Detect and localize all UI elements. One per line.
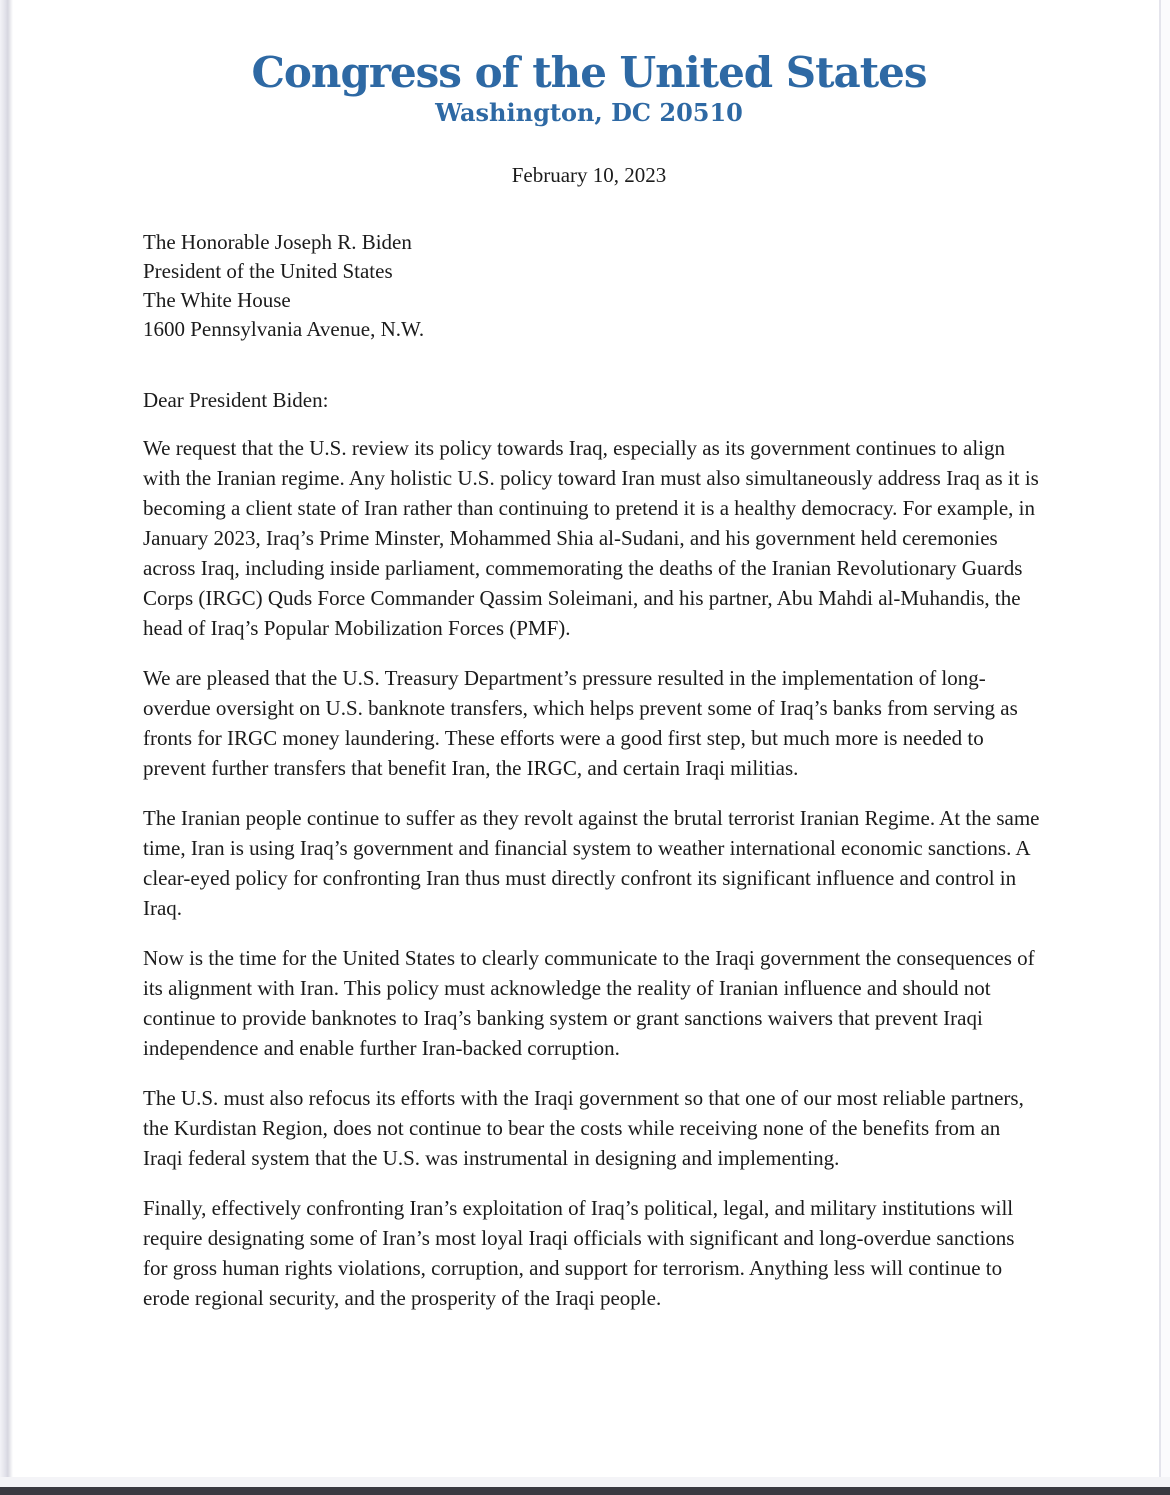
scan-bottom-edge-light — [0, 1477, 1170, 1487]
letterhead — [143, 50, 1035, 127]
paragraph-5: The U.S. must also refocus its efforts with the Iraqi government so that one of our most reliable partners, the Kurdistan Region, does not continue to bear the costs while receiving none of the benefits from an Iraqi federal system that the U.S. was instrumental in designing and implementing. — [143, 1085, 1024, 1170]
recipient-org-line: The White House — [143, 287, 291, 312]
recipient-title-line: President of the United States — [143, 258, 393, 283]
paragraph-6: Finally, effectively confronting Iran’s exploitation of Iraq’s political, legal, and military institutions will require designating some of Iran’s most loyal Iraqi officials with significant and long-overdue sanctions for gross human rights violations, corruption, and support for terrorism. Anything less will continue to erode regional security, and the prosperity of the Iraqi people. — [143, 1195, 1015, 1310]
paragraph-1: We request that the U.S. review its policy towards Iraq, especially as its government continues to align with the Iranian regime. Any holistic U.S. policy toward Iran must also simultaneously address Iraq as it is becoming a client state of Iran rather than continuing to pretend it is a healthy democracy. For example, in January 2023, Iraq’s Prime Minster, Mohammed Shia al-Sudani, and his government held ceremonies across Iraq, including inside parliament, commemorating the deaths of the Iranian Revolutionary Guards Corps (IRGC) Quds Force Commander Qassim Soleimani, and his partner, Abu Mahdi al-Muhandis, the head of Iraq’s Popular Mobilization Forces (PMF). — [143, 435, 1039, 640]
salutation: Dear President Biden: — [143, 387, 329, 412]
paragraph-2: We are pleased that the U.S. Treasury Department’s pressure resulted in the implementation of long-overdue oversight on U.S. banknote transfers, which helps prevent some of Iraq’s banks from serving as fronts for IRGC money laundering. These efforts were a good first step, but much more is needed to prevent further transfers that benefit Iran, the IRGC, and certain Iraqi militias. — [143, 665, 1018, 780]
recipient-name-line: The Honorable Joseph R. Biden — [143, 229, 412, 254]
letterhead-subtitle: Washington, DC 20510 — [435, 98, 743, 128]
paragraph-3: The Iranian people continue to suffer as they revolt against the brutal terrorist Iranian Regime. At the same time, Iran is using Iraq’s government and financial system to weather international economic sanctions. A clear-eyed policy for confronting Iran thus must directly confront its significant influence and control in Iraq. — [143, 805, 1040, 920]
paragraph-4: Now is the time for the United States to clearly communicate to the Iraqi government the consequences of its alignment with Iran. This policy must acknowledge the reality of Iranian influence and should not continue to provide banknotes to Iraq’s banking system or grant sanctions waivers that prevent Iraqi independence and enable further Iran-backed corruption. — [143, 945, 1035, 1060]
recipient-address-block — [143, 228, 1035, 344]
letter-paragraphs — [143, 433, 1040, 1313]
scan-bottom-edge-dark — [0, 1487, 1170, 1495]
letterhead-title: Congress of the United States — [251, 48, 927, 97]
recipient-street-line: 1600 Pennsylvania Avenue, N.W. — [143, 316, 425, 341]
letter-date: February 10, 2023 — [511, 162, 667, 187]
